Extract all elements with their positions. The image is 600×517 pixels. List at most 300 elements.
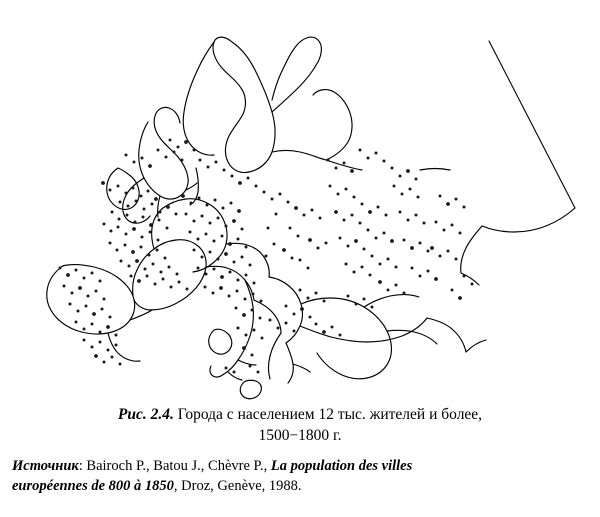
city-dot bbox=[209, 251, 212, 254]
city-dot bbox=[170, 286, 173, 289]
city-dot bbox=[251, 354, 254, 357]
city-dot bbox=[201, 256, 204, 259]
city-dot bbox=[345, 188, 348, 191]
city-dot bbox=[419, 275, 422, 278]
city-dot bbox=[447, 250, 450, 253]
city-dot bbox=[223, 169, 226, 172]
city-dot bbox=[329, 185, 332, 188]
city-dot bbox=[137, 279, 141, 283]
city-dot bbox=[451, 224, 454, 227]
city-dot bbox=[204, 286, 207, 289]
city-dot bbox=[101, 308, 104, 311]
city-dot bbox=[443, 229, 446, 232]
city-dot bbox=[363, 248, 366, 251]
city-dot bbox=[238, 181, 242, 185]
city-dot bbox=[224, 252, 228, 256]
city-dot bbox=[228, 242, 232, 246]
city-dot bbox=[390, 239, 394, 243]
city-dot bbox=[225, 225, 228, 228]
city-dot bbox=[299, 289, 302, 292]
city-dot bbox=[135, 200, 138, 203]
city-dot bbox=[237, 279, 240, 282]
city-dot bbox=[176, 273, 179, 276]
city-dot bbox=[291, 257, 294, 260]
city-dot bbox=[403, 292, 406, 295]
city-dot bbox=[66, 273, 70, 277]
city-dot bbox=[111, 211, 114, 214]
city-dot bbox=[165, 156, 168, 159]
city-dot bbox=[91, 323, 94, 326]
city-dot bbox=[251, 309, 254, 312]
city-dot bbox=[303, 214, 306, 217]
city-dot bbox=[142, 216, 145, 219]
city-dot bbox=[237, 209, 241, 213]
city-dot bbox=[241, 256, 244, 259]
city-dot bbox=[343, 219, 346, 222]
city-dot bbox=[446, 202, 450, 206]
city-dot bbox=[77, 310, 80, 313]
city-dot bbox=[267, 227, 270, 230]
city-dot bbox=[83, 277, 86, 280]
city-dot bbox=[451, 289, 454, 292]
city-dot bbox=[282, 248, 286, 252]
city-dot bbox=[149, 223, 153, 227]
source-line-1 bbox=[12, 456, 588, 476]
city-dot bbox=[197, 238, 200, 241]
city-dot bbox=[383, 160, 386, 163]
city-dot bbox=[367, 157, 370, 160]
city-dot bbox=[297, 235, 300, 238]
city-dot bbox=[230, 202, 233, 205]
city-dot bbox=[169, 139, 172, 142]
city-dot bbox=[177, 146, 180, 149]
city-dot bbox=[391, 167, 394, 170]
city-dot bbox=[345, 263, 348, 266]
city-dot bbox=[141, 157, 144, 160]
city-dot bbox=[59, 267, 62, 270]
city-dot bbox=[403, 239, 406, 242]
city-dot bbox=[347, 295, 350, 298]
city-dot bbox=[375, 152, 378, 155]
city-dot bbox=[94, 354, 98, 358]
city-dot bbox=[323, 300, 326, 303]
city-dot bbox=[140, 246, 143, 249]
city-dot bbox=[385, 214, 388, 217]
city-dot bbox=[253, 329, 256, 332]
city-dot bbox=[471, 283, 474, 286]
caption-line-1 bbox=[0, 404, 600, 425]
caption-number: Рис. 2.4. bbox=[117, 406, 174, 423]
city-dot bbox=[151, 203, 154, 206]
city-dot bbox=[92, 312, 96, 316]
city-dot bbox=[99, 341, 102, 344]
source-label: Источник bbox=[12, 458, 79, 474]
city-dot bbox=[327, 159, 330, 162]
city-dot bbox=[331, 326, 334, 329]
city-dot bbox=[117, 185, 120, 188]
city-dot bbox=[375, 237, 378, 240]
city-dot bbox=[430, 246, 434, 250]
city-dot bbox=[213, 240, 216, 243]
city-dot bbox=[75, 321, 78, 324]
city-dot bbox=[157, 149, 160, 152]
city-dot bbox=[371, 255, 374, 258]
city-dot bbox=[367, 229, 370, 232]
city-dot bbox=[115, 344, 118, 347]
city-dot bbox=[289, 227, 292, 230]
city-dot bbox=[411, 267, 414, 270]
city-dot bbox=[198, 197, 201, 200]
city-dot bbox=[287, 201, 290, 204]
city-dot bbox=[111, 356, 114, 359]
city-dot bbox=[308, 238, 312, 242]
city-dot bbox=[233, 261, 236, 264]
city-dot bbox=[118, 218, 121, 221]
city-dot bbox=[237, 327, 240, 330]
city-dot bbox=[206, 204, 209, 207]
city-dot bbox=[359, 222, 362, 225]
city-dot bbox=[245, 246, 248, 249]
city-dot bbox=[319, 217, 322, 220]
city-dot bbox=[117, 226, 120, 229]
city-dot bbox=[309, 316, 312, 319]
city-dot bbox=[237, 238, 240, 241]
city-dot bbox=[229, 271, 232, 274]
city-dot bbox=[285, 322, 288, 325]
city-dot bbox=[181, 194, 185, 198]
city-dot bbox=[103, 223, 106, 226]
city-dot bbox=[353, 271, 356, 274]
city-dot bbox=[222, 207, 225, 210]
city-dot bbox=[127, 205, 130, 208]
city-dot bbox=[235, 307, 238, 310]
city-dot bbox=[383, 232, 386, 235]
city-dot bbox=[214, 199, 217, 202]
city-dot bbox=[212, 292, 215, 295]
city-dot bbox=[125, 192, 128, 195]
city-dot bbox=[193, 220, 196, 223]
city-dot bbox=[103, 298, 106, 301]
city-dot bbox=[162, 278, 165, 281]
city-dot bbox=[409, 188, 412, 191]
city-dot bbox=[217, 217, 220, 220]
source-line-2 bbox=[12, 476, 588, 496]
city-dot bbox=[160, 271, 163, 274]
city-dot bbox=[435, 221, 438, 224]
city-dot bbox=[233, 371, 236, 374]
city-dot bbox=[317, 247, 320, 250]
city-dot bbox=[252, 293, 255, 296]
city-dot bbox=[217, 258, 220, 261]
city-dot bbox=[395, 266, 398, 269]
city-dot bbox=[253, 282, 256, 285]
city-dot bbox=[120, 260, 123, 263]
city-dot bbox=[294, 206, 298, 210]
city-dot bbox=[220, 275, 224, 279]
city-dot bbox=[103, 361, 106, 364]
city-dot bbox=[293, 313, 296, 316]
city-dot bbox=[269, 319, 272, 322]
city-dot bbox=[334, 210, 338, 214]
city-dot bbox=[259, 317, 262, 320]
city-dot bbox=[128, 265, 131, 268]
city-dot bbox=[285, 305, 288, 308]
city-dot bbox=[209, 222, 212, 225]
city-dot bbox=[197, 267, 200, 270]
city-dot bbox=[463, 275, 466, 278]
city-dot bbox=[350, 169, 354, 173]
city-dot bbox=[257, 371, 260, 374]
city-dot bbox=[325, 242, 328, 245]
city-dot bbox=[109, 316, 112, 319]
city-dot bbox=[322, 330, 326, 334]
city-dot bbox=[144, 268, 147, 271]
city-dot bbox=[407, 219, 410, 222]
city-dot bbox=[193, 149, 196, 152]
city-dot bbox=[307, 297, 310, 300]
city-dot bbox=[78, 286, 82, 290]
city-dot bbox=[132, 227, 136, 231]
city-dot bbox=[164, 257, 167, 260]
city-dot bbox=[143, 208, 146, 211]
city-dot bbox=[190, 202, 193, 205]
city-dot bbox=[410, 246, 414, 250]
city-dot bbox=[343, 162, 346, 165]
city-dot bbox=[178, 281, 181, 284]
city-dot bbox=[186, 288, 189, 291]
city-dot bbox=[159, 211, 162, 214]
city-dot bbox=[459, 232, 462, 235]
city-dot bbox=[101, 181, 105, 185]
city-dot bbox=[255, 185, 258, 188]
city-dot bbox=[130, 275, 133, 278]
city-dot bbox=[399, 175, 402, 178]
city-dot bbox=[75, 269, 78, 272]
city-dot bbox=[106, 325, 110, 329]
city-dot bbox=[189, 231, 192, 234]
city-dot bbox=[379, 263, 382, 266]
city-dot bbox=[311, 209, 314, 212]
city-dot bbox=[354, 239, 358, 243]
city-dot bbox=[337, 193, 340, 196]
city-dot bbox=[371, 306, 374, 309]
city-dot bbox=[148, 164, 152, 168]
city-dot bbox=[300, 307, 304, 311]
city-dot bbox=[355, 303, 358, 306]
city-dot bbox=[152, 263, 155, 266]
city-dot bbox=[207, 166, 210, 169]
city-dot bbox=[85, 305, 88, 308]
figure-source bbox=[12, 456, 588, 496]
city-dot bbox=[368, 210, 372, 214]
city-dot bbox=[299, 259, 302, 262]
city-dot bbox=[148, 254, 151, 257]
city-dot bbox=[315, 292, 318, 295]
city-dot bbox=[423, 222, 426, 225]
city-dot bbox=[415, 178, 418, 181]
city-dot bbox=[133, 161, 136, 164]
city-dot bbox=[339, 237, 342, 240]
city-dot bbox=[124, 244, 127, 247]
city-dot bbox=[228, 295, 231, 298]
source-separator: : bbox=[78, 458, 87, 474]
city-dot bbox=[265, 255, 268, 258]
city-dot bbox=[91, 346, 94, 349]
city-dot bbox=[119, 201, 122, 204]
city-dot bbox=[307, 267, 310, 270]
city-dot bbox=[71, 292, 74, 295]
city-dot bbox=[377, 206, 380, 209]
city-dot bbox=[378, 280, 382, 284]
city-dot bbox=[271, 198, 274, 201]
city-dot bbox=[109, 242, 112, 245]
figure-caption bbox=[0, 404, 600, 446]
city-dot bbox=[175, 213, 178, 216]
city-dot bbox=[399, 211, 402, 214]
city-dot bbox=[455, 198, 458, 201]
source-title-part-2: européennes de 800 à 1850 bbox=[12, 478, 174, 494]
city-dot bbox=[347, 245, 350, 248]
city-dot bbox=[219, 286, 223, 290]
city-dot bbox=[109, 189, 112, 192]
city-dot bbox=[140, 195, 143, 198]
city-dot bbox=[199, 159, 202, 162]
city-dot bbox=[369, 274, 372, 277]
city-dot bbox=[242, 313, 246, 317]
city-dot bbox=[205, 233, 208, 236]
city-dot bbox=[439, 255, 442, 258]
city-dot bbox=[273, 243, 276, 246]
city-dot bbox=[361, 266, 364, 269]
city-dot bbox=[166, 227, 169, 230]
city-dot bbox=[99, 331, 102, 334]
city-dot bbox=[315, 323, 318, 326]
city-dot bbox=[249, 365, 252, 368]
city-dot bbox=[293, 330, 296, 333]
city-dot bbox=[157, 239, 160, 242]
city-dot bbox=[387, 258, 390, 261]
city-dot bbox=[115, 334, 118, 337]
city-dot bbox=[193, 249, 196, 252]
city-dot bbox=[434, 277, 438, 281]
city-dot bbox=[231, 175, 234, 178]
city-dot bbox=[249, 264, 252, 267]
city-dot bbox=[149, 231, 152, 234]
city-dot bbox=[205, 273, 208, 276]
source-title-part-1: La population des villes bbox=[270, 458, 413, 474]
caption-line-2: 1500−1800 г. bbox=[258, 427, 342, 444]
city-dot bbox=[221, 235, 224, 238]
city-dot bbox=[427, 270, 430, 273]
city-dot bbox=[154, 283, 157, 286]
city-dot bbox=[95, 290, 98, 293]
city-dot bbox=[427, 250, 430, 253]
city-dot bbox=[455, 258, 458, 261]
city-dot bbox=[415, 214, 418, 217]
city-dot bbox=[134, 221, 137, 224]
city-dot bbox=[166, 205, 170, 209]
city-dot bbox=[241, 228, 244, 231]
city-dot bbox=[260, 300, 263, 303]
city-dot bbox=[110, 230, 113, 233]
city-dot bbox=[87, 295, 90, 298]
city-dot bbox=[154, 197, 158, 201]
city-dot bbox=[247, 177, 250, 180]
city-dot bbox=[439, 195, 442, 198]
city-dot bbox=[201, 215, 204, 218]
city-dot bbox=[158, 219, 161, 222]
city-dot bbox=[417, 196, 420, 199]
city-dot bbox=[173, 151, 176, 154]
city-dot bbox=[185, 213, 188, 216]
city-dot bbox=[213, 268, 216, 271]
city-dot bbox=[395, 284, 398, 287]
city-dot bbox=[419, 242, 422, 245]
city-dot bbox=[83, 339, 86, 342]
city-dot bbox=[141, 236, 144, 239]
city-dot bbox=[339, 334, 342, 337]
city-dot bbox=[263, 191, 266, 194]
source-rest: , Droz, Genève, 1988. bbox=[173, 478, 302, 494]
city-dot bbox=[393, 185, 396, 188]
city-dot bbox=[125, 154, 128, 157]
city-dot bbox=[353, 196, 356, 199]
city-dot bbox=[168, 266, 171, 269]
city-dot bbox=[279, 193, 282, 196]
city-dot bbox=[135, 259, 139, 263]
city-dot bbox=[232, 219, 236, 223]
city-dot bbox=[126, 214, 129, 217]
city-dot bbox=[245, 274, 248, 277]
city-dot bbox=[277, 327, 280, 330]
city-dot bbox=[236, 290, 239, 293]
city-dot bbox=[387, 289, 390, 292]
city-dot bbox=[225, 367, 228, 370]
city-dot bbox=[91, 272, 94, 275]
city-dot bbox=[116, 249, 119, 252]
city-dot bbox=[156, 249, 159, 252]
city-dot bbox=[125, 233, 128, 236]
city-dot bbox=[261, 337, 264, 340]
city-dot bbox=[401, 193, 404, 196]
city-dot bbox=[99, 280, 102, 283]
city-dot bbox=[463, 206, 466, 209]
city-dot bbox=[359, 149, 362, 152]
caption-text: Города с населением 12 тыс. жителей и более, bbox=[173, 406, 483, 423]
city-dot bbox=[184, 140, 188, 144]
city-dot bbox=[215, 161, 218, 164]
city-dot bbox=[83, 328, 86, 331]
city-dot bbox=[458, 296, 462, 300]
city-dot bbox=[181, 159, 184, 162]
city-dot bbox=[146, 275, 149, 278]
city-dot bbox=[69, 303, 72, 306]
city-dot bbox=[361, 203, 364, 206]
city-dot bbox=[147, 190, 150, 193]
city-dot bbox=[63, 285, 66, 288]
city-dot bbox=[245, 334, 248, 337]
city-dot bbox=[351, 214, 354, 217]
city-dot bbox=[244, 298, 247, 301]
city-dot bbox=[406, 169, 410, 173]
city-dot bbox=[132, 187, 135, 190]
city-dot bbox=[275, 213, 278, 216]
city-dot bbox=[107, 349, 110, 352]
city-dot bbox=[242, 346, 246, 350]
city-dot bbox=[131, 250, 135, 254]
city-dot bbox=[363, 298, 366, 301]
source-authors: Bairoch P., Batou J., Chèvre P., bbox=[86, 458, 271, 474]
